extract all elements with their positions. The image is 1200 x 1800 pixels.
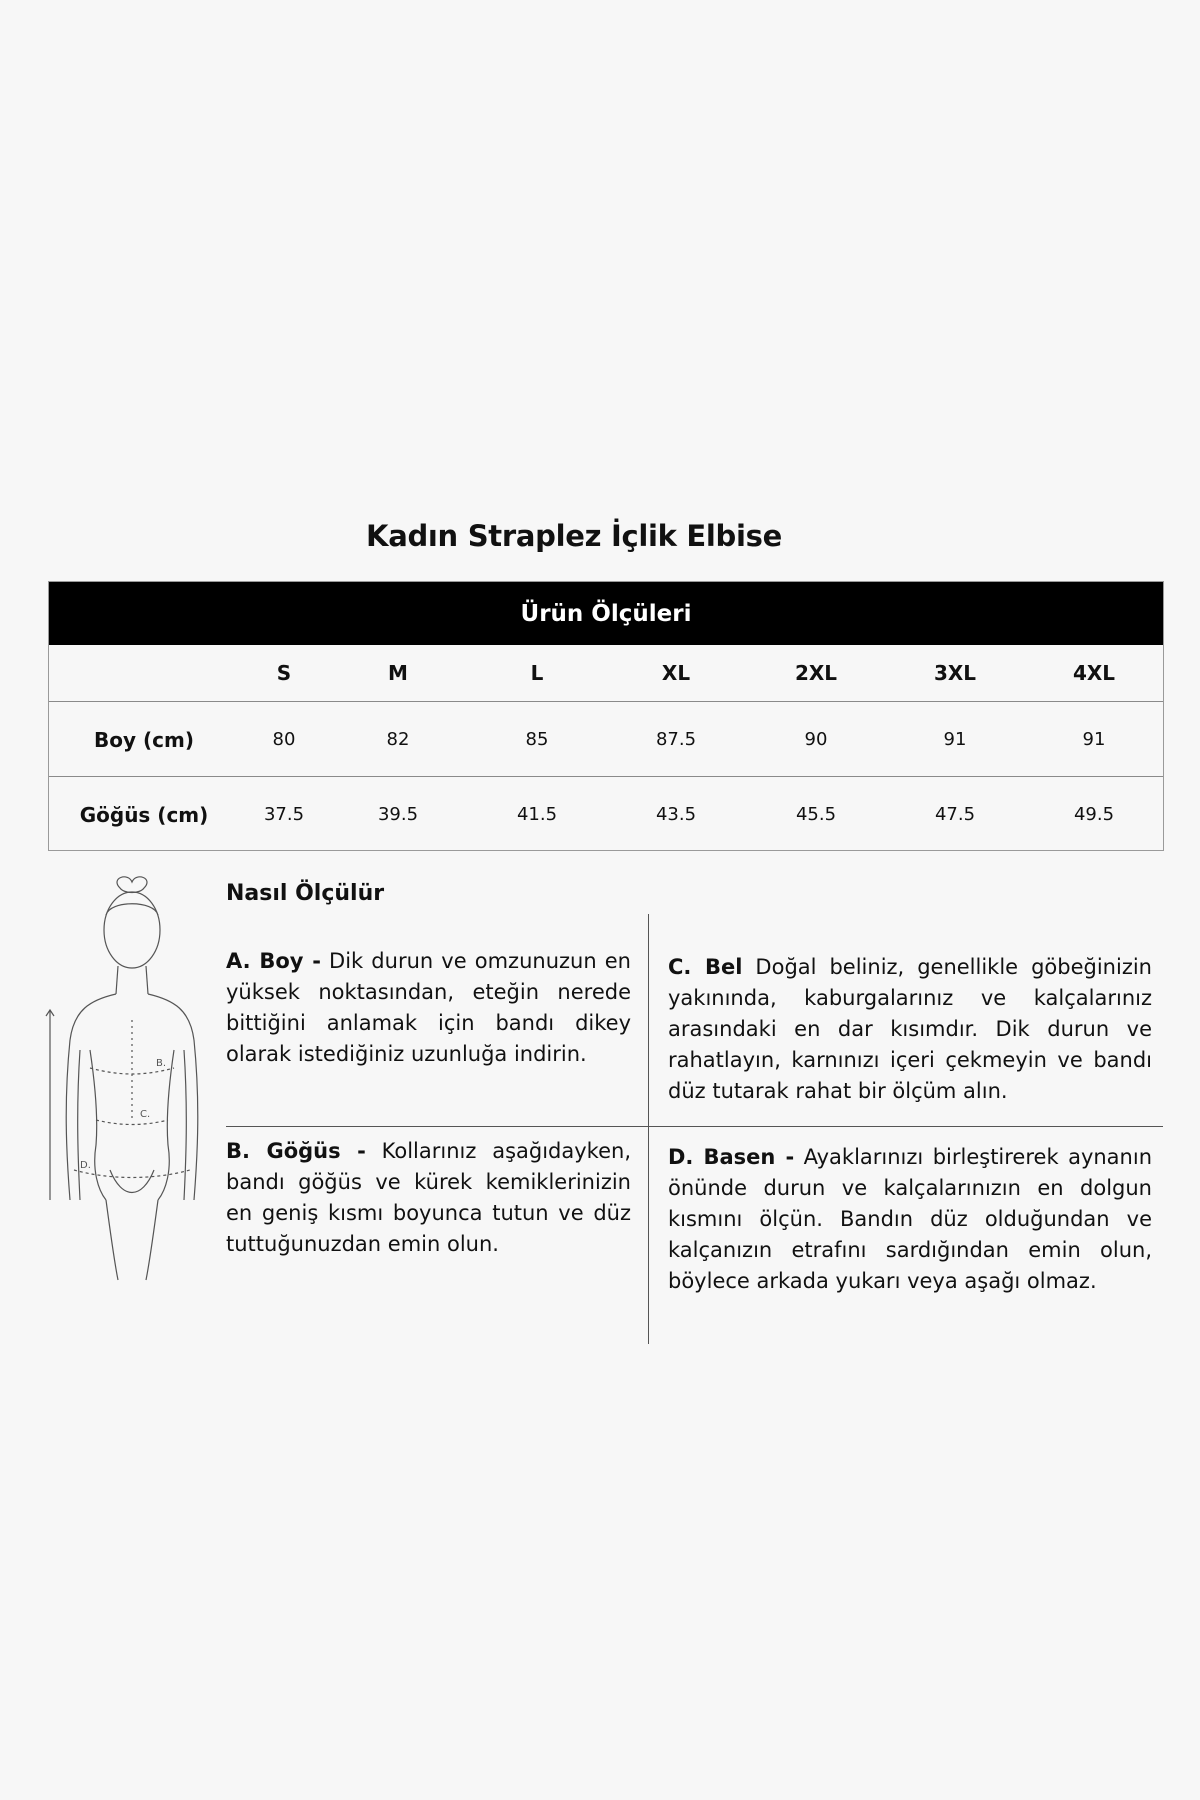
how-to-c-text: Doğal beliniz, genellikle göbeğinizin yakınında, kaburgalarınız ve kalçalarınız arasındaki en dar kısımdır. Dik durun ve rahatlayın, karnınızı içeri çekmeyin ve bandı düz tutarak rahat bir ölçüm alın. [668, 955, 1152, 1103]
divider-vertical [648, 914, 649, 1344]
row-label-gogus: Göğüs (cm) [79, 802, 209, 827]
table-cell: 41.5 [516, 804, 558, 825]
table-cell: 80 [272, 729, 296, 750]
figure-label-b: B. [156, 1058, 167, 1069]
how-to-c [668, 952, 1152, 1107]
how-to-b [226, 1136, 631, 1260]
how-to-a-label: A. Boy - [226, 949, 321, 973]
divider-horizontal-left [226, 1126, 663, 1127]
size-xl: XL [661, 661, 691, 685]
how-to-b-text: Kollarınız aşağıdayken, bandı göğüs ve kürek kemiklerinizin en geniş kısmı boyunca tutun ve düz tuttuğunuzdan emin olun. [226, 1139, 632, 1256]
table-row-gogus [49, 776, 1163, 852]
table-cell: 43.5 [655, 804, 697, 825]
how-to-d [668, 1142, 1152, 1297]
table-row-boy [49, 701, 1163, 777]
row-label-boy: Boy (cm) [94, 727, 194, 752]
how-to-b-label: B. Göğüs - [226, 1139, 366, 1163]
how-to-d-label: D. Basen - [668, 1145, 795, 1169]
size-table [48, 581, 1164, 851]
figure-label-d: D. [80, 1160, 91, 1171]
size-l: L [530, 661, 544, 685]
table-cell: 90 [804, 729, 828, 750]
how-to-a-text: Dik durun ve omzunuzun en yüksek noktasından, eteğin nerede bittiğini anlamak için bandı dikey olarak istediğiniz uzunluğa indirin. [226, 949, 631, 1066]
how-to-c-label: C. Bel [668, 955, 743, 979]
table-header: Ürün Ölçüleri [49, 582, 1163, 645]
table-cell: 87.5 [655, 729, 697, 750]
table-cell: 49.5 [1073, 804, 1115, 825]
how-to-title: Nasıl Ölçülür [226, 881, 385, 906]
table-cell: 82 [386, 729, 410, 750]
divider-horizontal-right [663, 1126, 1163, 1127]
table-cell: 85 [525, 729, 549, 750]
table-row-sizes [49, 645, 1163, 701]
page-title: Kadın Straplez İçlik Elbise [366, 519, 782, 553]
table-cell: 37.5 [263, 804, 305, 825]
size-2xl: 2XL [794, 661, 838, 685]
body-figure-illustration [40, 870, 220, 1310]
table-cell: 39.5 [377, 804, 419, 825]
figure-label-c: C. [140, 1109, 151, 1120]
size-m: M [388, 661, 408, 685]
how-to-d-text: Ayaklarınızı birleştirerek aynanın önünde durun ve kalçalarınızın en dolgun kısmını ölçün. Bandın düz olduğundan ve kalçanızın etrafını sardığından emin olun, böylece arkada yukarı veya aşağı olmaz. [668, 1145, 1152, 1293]
size-s: S [276, 661, 292, 685]
size-4xl: 4XL [1072, 661, 1116, 685]
how-to-a [226, 946, 631, 1070]
table-cell: 45.5 [795, 804, 837, 825]
table-cell: 47.5 [934, 804, 976, 825]
table-cell: 91 [943, 729, 967, 750]
table-cell: 91 [1082, 729, 1106, 750]
size-3xl: 3XL [933, 661, 977, 685]
